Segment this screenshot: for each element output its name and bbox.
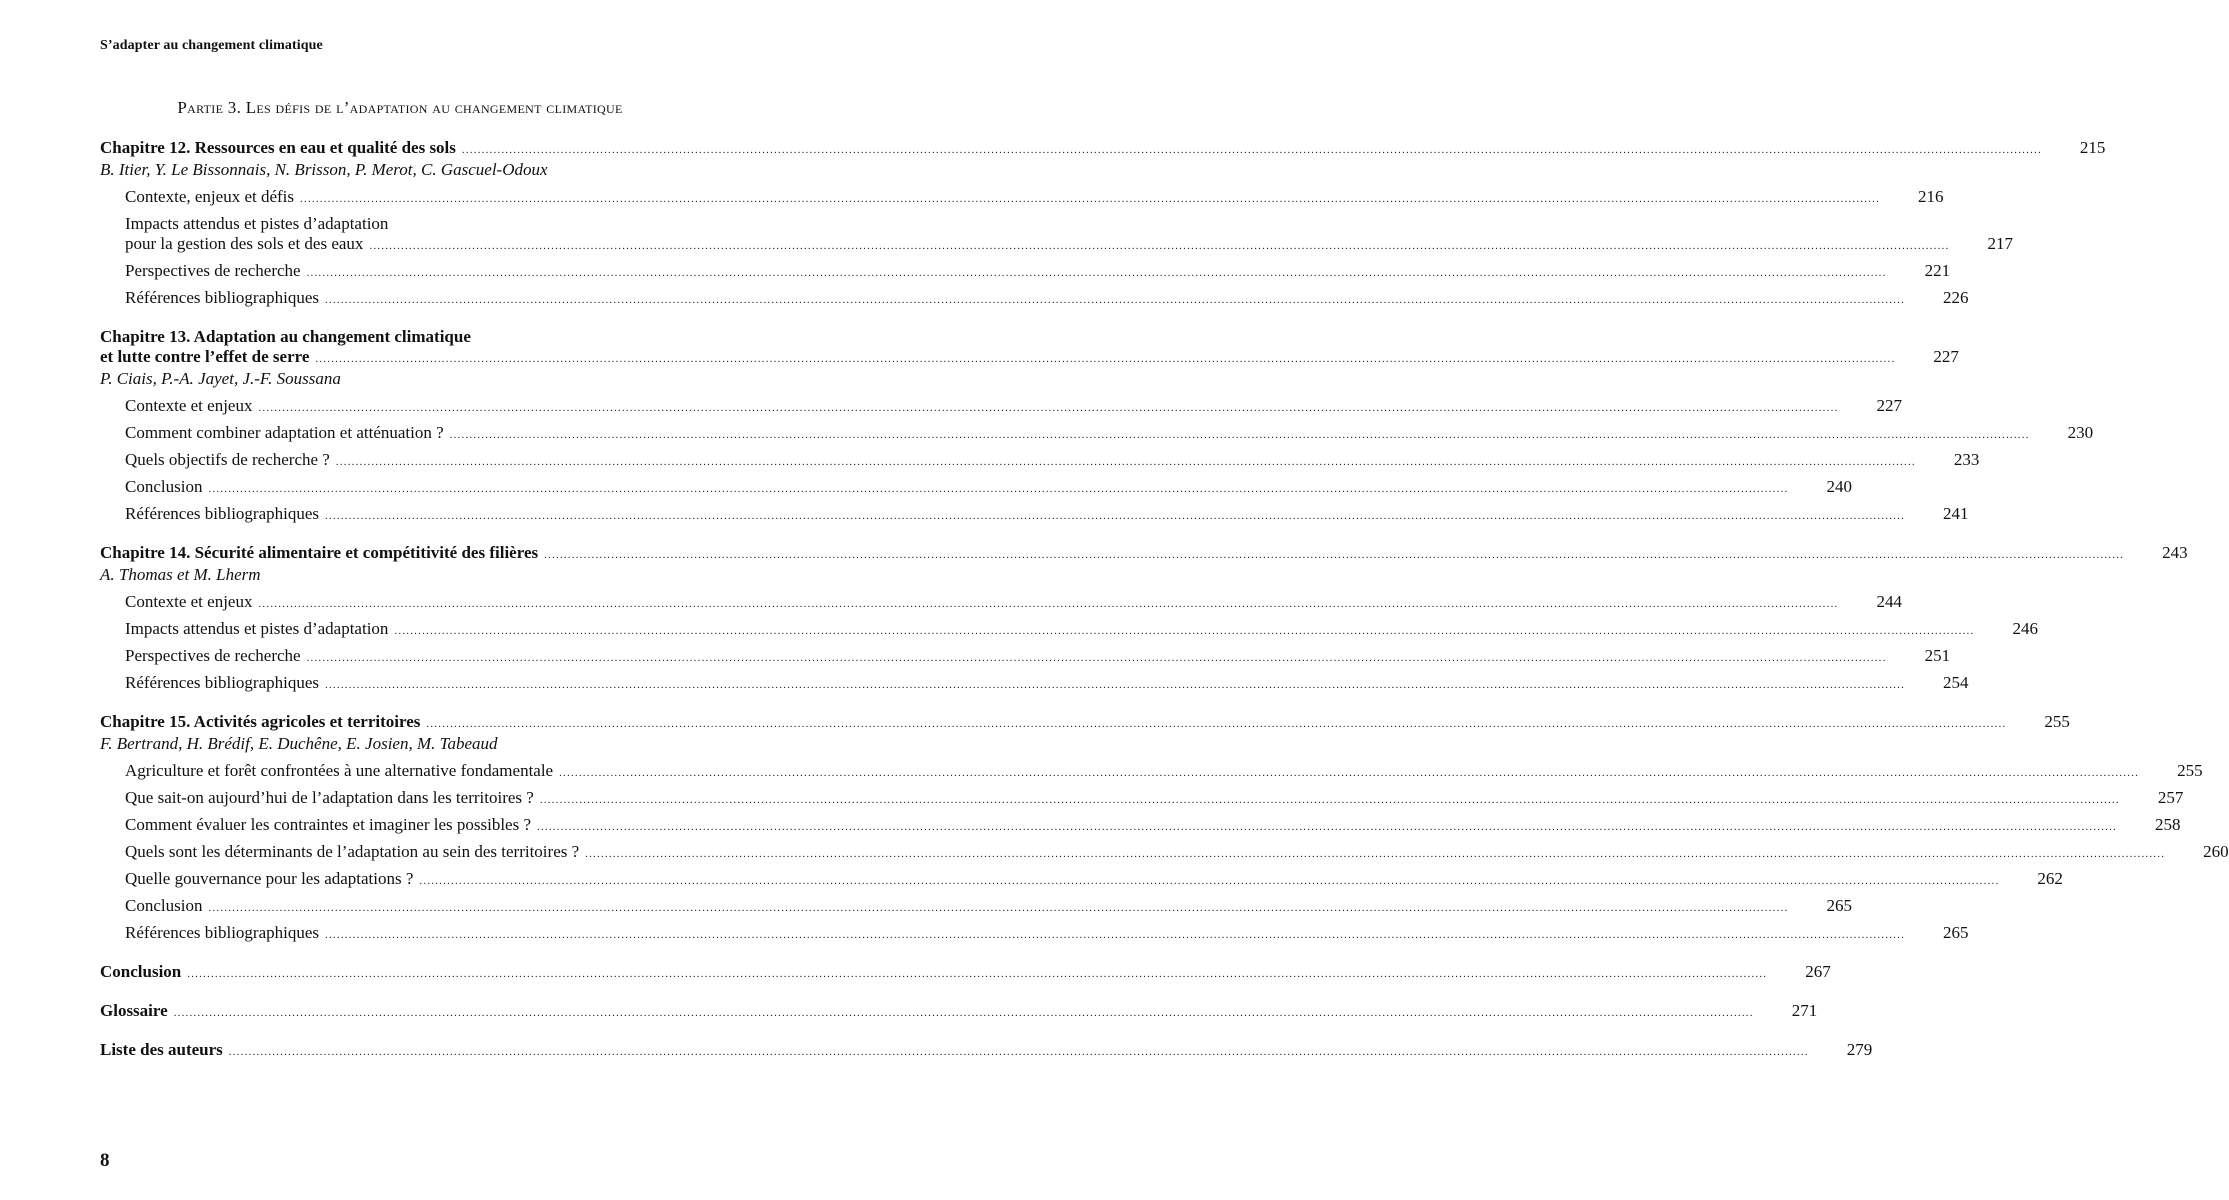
section-item-title: Que sait-on aujourd’hui de l’adaptation dans les territoires ? xyxy=(125,788,534,807)
section-item-title: Perspectives de recherche xyxy=(125,261,301,280)
section-entry xyxy=(100,288,1969,308)
chapter-entry-title: Chapitre 15. Activités agricoles et territoires xyxy=(100,712,421,731)
section-item[interactable] xyxy=(125,187,1944,207)
section-item-page: 216 xyxy=(1918,187,1944,206)
section-item[interactable] xyxy=(125,869,2063,889)
dot-leader: ................................................................................................................................................................................................................................................................................................................................................................................................................ xyxy=(426,718,2007,730)
back-matter-entry-page: 271 xyxy=(1791,1001,1818,1020)
section-item-page: 260 xyxy=(2203,842,2229,861)
section-entry xyxy=(100,423,2094,443)
chapter-authors: A. Thomas et M. Lherm xyxy=(100,565,261,584)
section-entry xyxy=(100,396,1902,416)
dot-leader: ................................................................................................................................................................................................................................................................................................................................................................................................................ xyxy=(315,353,1896,365)
back-matter-entry[interactable] xyxy=(100,962,1831,982)
section-item-title: Contexte, enjeux et défis xyxy=(125,187,295,206)
section-entry xyxy=(100,842,2229,862)
dot-leader: ................................................................................................................................................................................................................................................................................................................................................................................................................ xyxy=(335,456,1916,468)
dot-leader: ................................................................................................................................................................................................................................................................................................................................................................................................................ xyxy=(208,902,1789,914)
running-head: S’adapter au changement climatique xyxy=(100,38,323,53)
dot-leader: ................................................................................................................................................................................................................................................................................................................................................................................................................ xyxy=(325,679,1906,691)
section-item-page: 265 xyxy=(1826,896,1852,915)
dot-leader: ................................................................................................................................................................................................................................................................................................................................................................................................................ xyxy=(394,625,1975,637)
section-item-title: Références bibliographiques xyxy=(125,288,320,307)
section-item-page: 265 xyxy=(1943,923,1969,942)
dot-leader: ................................................................................................................................................................................................................................................................................................................................................................................................................ xyxy=(544,549,2125,561)
dot-leader: ................................................................................................................................................................................................................................................................................................................................................................................................................ xyxy=(258,598,1839,610)
section-item-title: Quels sont les déterminants de l’adaptation au sein des territoires ? xyxy=(125,842,580,861)
section-item-page: 240 xyxy=(1826,477,1852,496)
dot-leader: ................................................................................................................................................................................................................................................................................................................................................................................................................ xyxy=(187,968,1768,980)
section-item-title: Conclusion xyxy=(125,896,203,915)
back-matter-block xyxy=(100,1001,1818,1021)
section-item[interactable] xyxy=(125,450,1980,470)
section-entry xyxy=(100,923,1969,943)
chapter-authors: F. Bertrand, H. Brédif, E. Duchêne, E. Josien, M. Tabeaud xyxy=(100,734,498,753)
part-label: Partie 3. xyxy=(177,98,242,117)
dot-leader: ................................................................................................................................................................................................................................................................................................................................................................................................................ xyxy=(559,767,2140,779)
back-matter-entry[interactable] xyxy=(100,1001,1818,1021)
dot-leader: ................................................................................................................................................................................................................................................................................................................................................................................................................ xyxy=(537,821,2117,833)
section-entry xyxy=(100,261,1951,281)
dot-leader: ................................................................................................................................................................................................................................................................................................................................................................................................................ xyxy=(300,193,1881,205)
section-entry xyxy=(100,896,1852,916)
section-item[interactable] xyxy=(125,619,2038,639)
back-matter-entry[interactable] xyxy=(100,1040,1873,1060)
section-entry xyxy=(100,187,1944,207)
section-entry xyxy=(100,646,1951,666)
section-item[interactable] xyxy=(125,923,1969,943)
section-item-title: Agriculture et forêt confrontées à une alternative fondamentale xyxy=(125,761,554,780)
chapter-block xyxy=(100,327,2094,524)
chapter-authors: B. Itier, Y. Le Bissonnais, N. Brisson, P. Merot, C. Gascuel-Odoux xyxy=(100,160,548,179)
chapter-entry-page: 243 xyxy=(2162,543,2188,562)
section-item-title: Quelle gouvernance pour les adaptations ? xyxy=(125,869,414,888)
section-item[interactable] xyxy=(125,477,1852,497)
section-item-page: 230 xyxy=(2067,423,2094,442)
section-item[interactable] xyxy=(125,504,1969,524)
section-item[interactable] xyxy=(125,896,1852,916)
section-item-title: Références bibliographiques xyxy=(125,923,320,942)
section-item-page: 226 xyxy=(1943,288,1969,307)
chapter-entry-title: et lutte contre l’effet de serre xyxy=(100,347,310,366)
section-item-page: 227 xyxy=(1876,396,1902,415)
section-item[interactable] xyxy=(125,646,1951,666)
dot-leader: ................................................................................................................................................................................................................................................................................................................................................................................................................ xyxy=(258,402,1839,414)
chapter-entry[interactable] xyxy=(100,712,2070,732)
page-number: 8 xyxy=(100,1150,110,1171)
section-item-title: Perspectives de recherche xyxy=(125,646,301,665)
section-item-page: 257 xyxy=(2157,788,2184,807)
section-item[interactable] xyxy=(125,842,2229,862)
section-entry xyxy=(100,214,2013,254)
section-item-title: Contexte et enjeux xyxy=(125,396,253,415)
chapter-title-line: Chapitre 13. Adaptation au changement climatique xyxy=(100,327,471,346)
section-title-line: Impacts attendus et pistes d’adaptation xyxy=(125,214,389,233)
section-item[interactable] xyxy=(125,815,2181,835)
back-matter-entry-title: Conclusion xyxy=(100,962,182,981)
section-item[interactable] xyxy=(125,761,2203,781)
section-item-page: 255 xyxy=(2177,761,2203,780)
part-title xyxy=(0,98,800,118)
dot-leader: ................................................................................................................................................................................................................................................................................................................................................................................................................ xyxy=(461,144,2042,156)
section-item[interactable] xyxy=(125,261,1951,281)
dot-leader: ................................................................................................................................................................................................................................................................................................................................................................................................................ xyxy=(306,267,1887,279)
dot-leader: ................................................................................................................................................................................................................................................................................................................................................................................................................ xyxy=(208,483,1789,495)
section-entry xyxy=(100,673,1969,693)
section-item-title: Références bibliographiques xyxy=(125,673,320,692)
dot-leader: ................................................................................................................................................................................................................................................................................................................................................................................................................ xyxy=(228,1046,1809,1058)
section-item-title: Comment combiner adaptation et atténuation ? xyxy=(125,423,444,442)
section-item-title: Impacts attendus et pistes d’adaptation xyxy=(125,619,389,638)
section-item-page: 217 xyxy=(1987,234,2013,253)
dot-leader: ................................................................................................................................................................................................................................................................................................................................................................................................................ xyxy=(449,429,2030,441)
section-item-page: 246 xyxy=(2012,619,2038,638)
section-item-title: pour la gestion des sols et des eaux xyxy=(125,234,364,253)
back-matter-entry-page: 267 xyxy=(1805,962,1831,981)
section-item-page: 258 xyxy=(2155,815,2181,834)
section-item[interactable] xyxy=(125,423,2094,443)
back-matter-block xyxy=(100,1040,1873,1060)
section-item-page: 262 xyxy=(2037,869,2063,888)
dot-leader: ................................................................................................................................................................................................................................................................................................................................................................................................................ xyxy=(369,240,1950,252)
chapter-authors: P. Ciais, P.-A. Jayet, J.-F. Soussana xyxy=(100,369,341,388)
section-item-page: 254 xyxy=(1943,673,1969,692)
section-entry xyxy=(100,788,2184,808)
chapter-entry-page: 227 xyxy=(1933,347,1959,366)
dot-leader: ................................................................................................................................................................................................................................................................................................................................................................................................................ xyxy=(306,652,1887,664)
section-item-page: 241 xyxy=(1943,504,1969,523)
section-entry xyxy=(100,619,2038,639)
section-item[interactable] xyxy=(125,288,1969,308)
section-item-title: Contexte et enjeux xyxy=(125,592,253,611)
chapter-entry[interactable] xyxy=(100,347,1959,367)
back-matter-entry-title: Glossaire xyxy=(100,1001,168,1020)
part-name: Les défis de l’adaptation au changement climatique xyxy=(245,98,623,117)
section-entry xyxy=(100,504,1969,524)
chapter-block xyxy=(100,138,2106,308)
chapter-entry[interactable] xyxy=(100,543,2188,563)
section-item[interactable] xyxy=(125,234,2013,254)
section-item-page: 251 xyxy=(1924,646,1951,665)
section-item[interactable] xyxy=(125,673,1969,693)
chapter-block xyxy=(100,712,2229,943)
section-item[interactable] xyxy=(125,788,2184,808)
chapter-entry[interactable] xyxy=(100,138,2106,158)
section-item-title: Conclusion xyxy=(125,477,203,496)
section-entry xyxy=(100,450,1980,470)
section-entry xyxy=(100,477,1852,497)
section-entry xyxy=(100,815,2181,835)
chapter-entry-page: 215 xyxy=(2079,138,2106,157)
section-entry xyxy=(100,592,1902,612)
section-item-title: Quels objectifs de recherche ? xyxy=(125,450,330,469)
dot-leader: ................................................................................................................................................................................................................................................................................................................................................................................................................ xyxy=(539,794,2120,806)
section-item-title: Références bibliographiques xyxy=(125,504,320,523)
dot-leader: ................................................................................................................................................................................................................................................................................................................................................................................................................ xyxy=(419,875,2000,887)
chapter-entry-title: Chapitre 12. Ressources en eau et qualité des sols xyxy=(100,138,456,157)
dot-leader: ................................................................................................................................................................................................................................................................................................................................................................................................................ xyxy=(325,510,1906,522)
table-of-contents xyxy=(100,138,2229,1060)
back-matter-entry-page: 279 xyxy=(1846,1040,1873,1059)
chapter-block xyxy=(100,543,2188,693)
section-item-title: Comment évaluer les contraintes et imaginer les possibles ? xyxy=(125,815,531,834)
section-item-page: 233 xyxy=(1953,450,1980,469)
dot-leader: ................................................................................................................................................................................................................................................................................................................................................................................................................ xyxy=(173,1007,1754,1019)
dot-leader: ................................................................................................................................................................................................................................................................................................................................................................................................................ xyxy=(325,294,1906,306)
dot-leader: ................................................................................................................................................................................................................................................................................................................................................................................................................ xyxy=(325,929,1906,941)
section-entry xyxy=(100,761,2203,781)
section-item-page: 221 xyxy=(1924,261,1951,280)
section-item[interactable] xyxy=(125,396,1902,416)
section-item[interactable] xyxy=(125,592,1902,612)
chapter-entry-title: Chapitre 14. Sécurité alimentaire et compétitivité des filières xyxy=(100,543,539,562)
back-matter-block xyxy=(100,962,1831,982)
section-entry xyxy=(100,869,2063,889)
dot-leader: ................................................................................................................................................................................................................................................................................................................................................................................................................ xyxy=(585,848,2166,860)
chapter-entry-page: 255 xyxy=(2044,712,2070,731)
back-matter-entry-title: Liste des auteurs xyxy=(100,1040,223,1059)
section-item-page: 244 xyxy=(1876,592,1902,611)
